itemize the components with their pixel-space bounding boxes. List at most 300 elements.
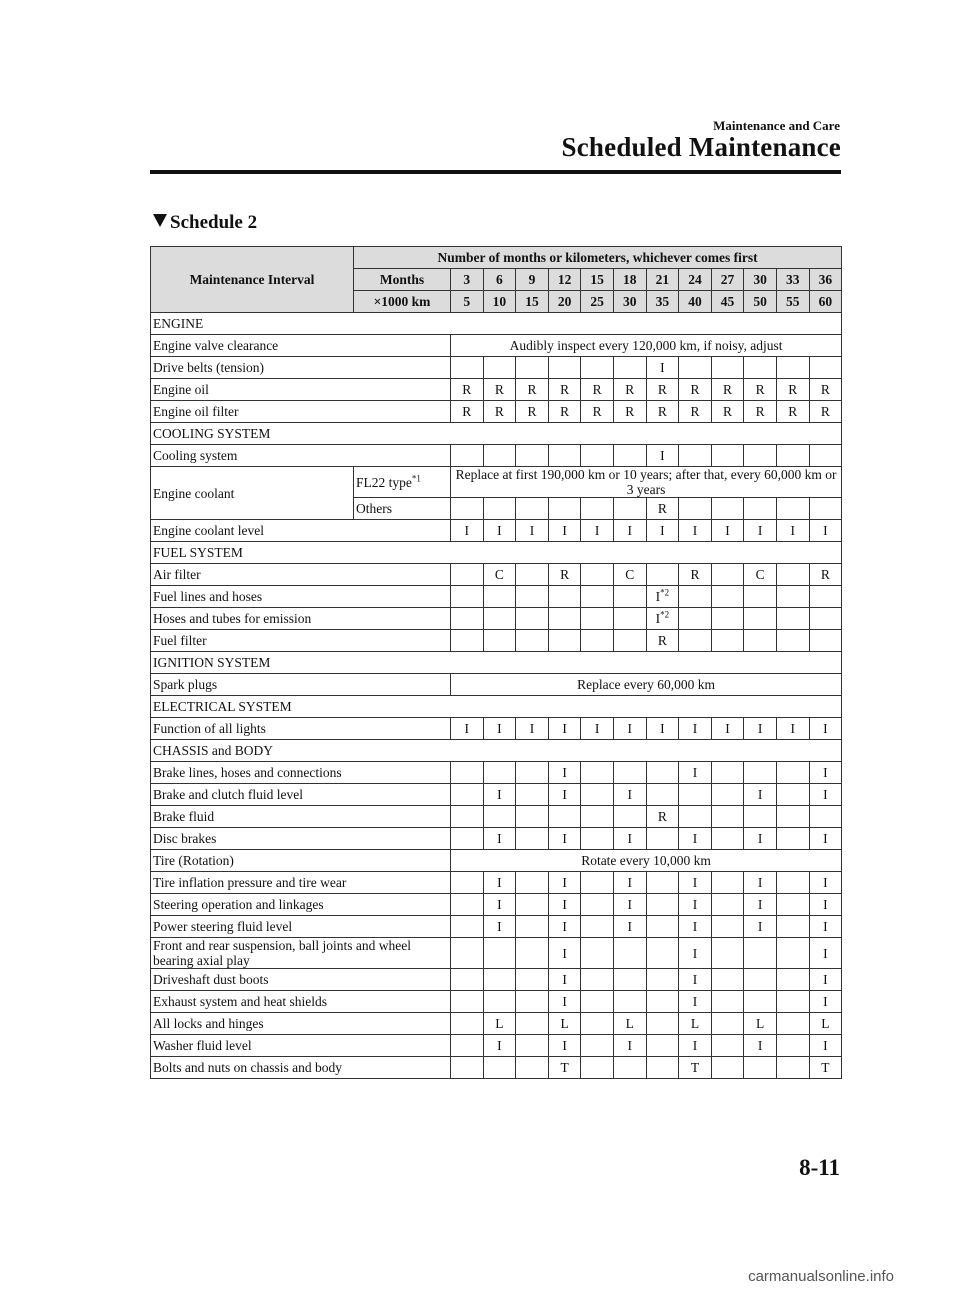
interval-cell bbox=[451, 806, 484, 828]
item-label: Cooling system bbox=[151, 445, 451, 467]
interval-cell bbox=[581, 762, 614, 784]
table-row bbox=[151, 828, 842, 850]
interval-cell bbox=[516, 872, 549, 894]
month-30: 30 bbox=[744, 269, 777, 291]
interval-cell bbox=[776, 586, 809, 608]
interval-note: Rotate every 10,000 km bbox=[451, 850, 842, 872]
interval-cell bbox=[711, 1013, 744, 1035]
category-label: ELECTRICAL SYSTEM bbox=[151, 696, 842, 718]
interval-cell bbox=[646, 762, 679, 784]
interval-cell: I bbox=[548, 969, 581, 991]
interval-cell: R bbox=[711, 401, 744, 423]
interval-cell bbox=[516, 806, 549, 828]
interval-cell bbox=[451, 991, 484, 1013]
mark-value: I bbox=[655, 611, 661, 626]
interval-cell: I bbox=[548, 916, 581, 938]
interval-cell bbox=[776, 916, 809, 938]
interval-cell: I bbox=[809, 916, 842, 938]
interval-cell bbox=[776, 784, 809, 806]
interval-cell bbox=[451, 498, 484, 520]
interval-cell bbox=[711, 357, 744, 379]
interval-cell bbox=[679, 586, 712, 608]
interval-cell bbox=[809, 608, 842, 630]
interval-cell: I bbox=[548, 991, 581, 1013]
interval-cell: I bbox=[483, 1035, 516, 1057]
interval-cell bbox=[679, 445, 712, 467]
category-label: ENGINE bbox=[151, 313, 842, 335]
interval-cell: I bbox=[548, 938, 581, 969]
interval-cell bbox=[516, 762, 549, 784]
interval-cell: R bbox=[451, 401, 484, 423]
interval-cell bbox=[613, 608, 646, 630]
category-row bbox=[151, 740, 842, 762]
interval-cell bbox=[581, 806, 614, 828]
interval-cell bbox=[776, 806, 809, 828]
interval-cell bbox=[548, 806, 581, 828]
interval-cell bbox=[451, 938, 484, 969]
interval-cell: R bbox=[483, 401, 516, 423]
interval-cell bbox=[711, 608, 744, 630]
interval-cell bbox=[581, 938, 614, 969]
interval-cell: R bbox=[451, 379, 484, 401]
interval-cell: R bbox=[679, 401, 712, 423]
interval-cell: R bbox=[581, 379, 614, 401]
interval-cell: I bbox=[809, 520, 842, 542]
whichever-header: Number of months or kilometers, whichever comes first bbox=[354, 247, 842, 269]
table-row bbox=[151, 850, 842, 872]
schedule-heading bbox=[153, 212, 257, 234]
interval-cell: R bbox=[809, 564, 842, 586]
interval-cell bbox=[613, 357, 646, 379]
interval-cell bbox=[613, 938, 646, 969]
interval-cell: I bbox=[483, 520, 516, 542]
interval-cell bbox=[809, 357, 842, 379]
table-row bbox=[151, 1013, 842, 1035]
interval-cell bbox=[483, 586, 516, 608]
interval-cell: R bbox=[548, 401, 581, 423]
interval-cell bbox=[809, 445, 842, 467]
interval-cell bbox=[548, 630, 581, 652]
interval-cell: R bbox=[809, 401, 842, 423]
interval-cell: I bbox=[744, 894, 777, 916]
interval-cell bbox=[744, 608, 777, 630]
interval-cell: I bbox=[744, 872, 777, 894]
interval-cell: I bbox=[483, 894, 516, 916]
table-row bbox=[151, 969, 842, 991]
interval-cell: I bbox=[679, 520, 712, 542]
interval-cell: I bbox=[679, 718, 712, 740]
interval-cell: I bbox=[483, 916, 516, 938]
km-10: 10 bbox=[483, 291, 516, 313]
interval-cell: R bbox=[516, 401, 549, 423]
interval-cell: R bbox=[744, 401, 777, 423]
interval-cell bbox=[516, 784, 549, 806]
interval-cell: R bbox=[711, 379, 744, 401]
item-label: Engine oil bbox=[151, 379, 451, 401]
interval-cell bbox=[744, 762, 777, 784]
interval-cell: T bbox=[679, 1057, 712, 1079]
interval-cell: I bbox=[809, 991, 842, 1013]
item-label: Washer fluid level bbox=[151, 1035, 451, 1057]
interval-cell: R bbox=[646, 806, 679, 828]
interval-cell: I bbox=[744, 784, 777, 806]
interval-cell: I bbox=[679, 894, 712, 916]
interval-cell: I bbox=[516, 718, 549, 740]
interval-note: Replace every 60,000 km bbox=[451, 674, 842, 696]
interval-cell bbox=[646, 894, 679, 916]
interval-cell: I bbox=[613, 828, 646, 850]
interval-cell: T bbox=[809, 1057, 842, 1079]
interval-cell bbox=[679, 357, 712, 379]
interval-cell bbox=[613, 969, 646, 991]
interval-cell bbox=[646, 564, 679, 586]
interval-cell bbox=[679, 630, 712, 652]
interval-cell bbox=[451, 630, 484, 652]
category-row bbox=[151, 423, 842, 445]
interval-cell bbox=[451, 608, 484, 630]
interval-cell: I bbox=[548, 784, 581, 806]
interval-cell: I bbox=[613, 784, 646, 806]
item-label: Steering operation and linkages bbox=[151, 894, 451, 916]
interval-cell bbox=[744, 991, 777, 1013]
interval-cell bbox=[776, 991, 809, 1013]
interval-cell: I bbox=[744, 916, 777, 938]
item-label: Fuel filter bbox=[151, 630, 451, 652]
interval-cell bbox=[711, 564, 744, 586]
table-row bbox=[151, 894, 842, 916]
table-row bbox=[151, 806, 842, 828]
interval-cell bbox=[744, 938, 777, 969]
interval-cell bbox=[451, 586, 484, 608]
item-label: Engine coolant level bbox=[151, 520, 451, 542]
page-title: Scheduled Maintenance bbox=[561, 132, 841, 162]
interval-cell: I bbox=[679, 916, 712, 938]
interval-cell: L bbox=[613, 1013, 646, 1035]
interval-cell bbox=[646, 1035, 679, 1057]
interval-cell bbox=[613, 498, 646, 520]
sub-item-label bbox=[354, 498, 451, 520]
interval-cell: I bbox=[809, 938, 842, 969]
interval-cell: I bbox=[451, 718, 484, 740]
interval-cell: I bbox=[809, 718, 842, 740]
interval-cell: C bbox=[744, 564, 777, 586]
item-label: Engine coolant bbox=[151, 467, 354, 520]
interval-cell: I bbox=[776, 520, 809, 542]
interval-cell: I bbox=[548, 894, 581, 916]
interval-cell bbox=[711, 991, 744, 1013]
interval-cell: I bbox=[744, 828, 777, 850]
interval-cell bbox=[581, 357, 614, 379]
interval-cell bbox=[581, 872, 614, 894]
interval-cell: I bbox=[483, 828, 516, 850]
interval-cell: I bbox=[646, 357, 679, 379]
interval-cell bbox=[776, 357, 809, 379]
interval-cell: I bbox=[548, 762, 581, 784]
interval-cell bbox=[451, 762, 484, 784]
interval-cell bbox=[516, 916, 549, 938]
interval-cell: I bbox=[613, 1035, 646, 1057]
interval-cell: I bbox=[679, 828, 712, 850]
interval-cell bbox=[613, 991, 646, 1013]
interval-cell bbox=[646, 938, 679, 969]
interval-cell bbox=[776, 828, 809, 850]
interval-cell bbox=[776, 938, 809, 969]
interval-cell bbox=[646, 1013, 679, 1035]
interval-cell bbox=[451, 894, 484, 916]
interval-cell bbox=[516, 608, 549, 630]
interval-cell bbox=[483, 1057, 516, 1079]
interval-cell: I bbox=[744, 718, 777, 740]
table-row bbox=[151, 784, 842, 806]
interval-cell bbox=[516, 586, 549, 608]
interval-cell bbox=[776, 608, 809, 630]
interval-cell: I bbox=[711, 520, 744, 542]
interval-cell: I bbox=[679, 1035, 712, 1057]
interval-cell: I bbox=[809, 872, 842, 894]
km-5: 5 bbox=[451, 291, 484, 313]
category-row bbox=[151, 313, 842, 335]
interval-cell: I bbox=[483, 872, 516, 894]
interval-cell bbox=[613, 630, 646, 652]
table-row bbox=[151, 872, 842, 894]
interval-cell: I bbox=[744, 1035, 777, 1057]
interval-cell bbox=[744, 498, 777, 520]
table-row bbox=[151, 762, 842, 784]
item-label: Air filter bbox=[151, 564, 451, 586]
km-50: 50 bbox=[744, 291, 777, 313]
item-label: Disc brakes bbox=[151, 828, 451, 850]
interval-cell bbox=[516, 991, 549, 1013]
interval-cell: R bbox=[548, 379, 581, 401]
interval-cell: L bbox=[679, 1013, 712, 1035]
interval-cell bbox=[581, 498, 614, 520]
interval-cell bbox=[548, 498, 581, 520]
interval-cell: I bbox=[613, 520, 646, 542]
interval-cell: I bbox=[483, 784, 516, 806]
month-24: 24 bbox=[679, 269, 712, 291]
table-row bbox=[151, 520, 842, 542]
interval-cell bbox=[516, 498, 549, 520]
interval-cell: I bbox=[483, 718, 516, 740]
interval-cell bbox=[711, 586, 744, 608]
month-3: 3 bbox=[451, 269, 484, 291]
interval-cell bbox=[483, 938, 516, 969]
interval-cell: R bbox=[613, 401, 646, 423]
interval-cell: I bbox=[516, 520, 549, 542]
interval-cell bbox=[711, 1057, 744, 1079]
interval-cell: I bbox=[613, 916, 646, 938]
interval-cell bbox=[809, 586, 842, 608]
interval-cell bbox=[776, 969, 809, 991]
interval-cell bbox=[646, 916, 679, 938]
item-label: Tire (Rotation) bbox=[151, 850, 451, 872]
interval-cell bbox=[776, 1013, 809, 1035]
table-row bbox=[151, 608, 842, 630]
interval-cell bbox=[451, 784, 484, 806]
table-row bbox=[151, 1057, 842, 1079]
interval-cell bbox=[451, 445, 484, 467]
item-label: Function of all lights bbox=[151, 718, 451, 740]
interval-cell: I bbox=[679, 969, 712, 991]
interval-cell bbox=[581, 784, 614, 806]
interval-cell bbox=[548, 586, 581, 608]
interval-cell bbox=[776, 445, 809, 467]
interval-cell bbox=[646, 784, 679, 806]
interval-cell bbox=[744, 586, 777, 608]
table-row bbox=[151, 357, 842, 379]
interval-cell bbox=[581, 630, 614, 652]
table-row bbox=[151, 630, 842, 652]
item-label: Power steering fluid level bbox=[151, 916, 451, 938]
item-label: Exhaust system and heat shields bbox=[151, 991, 451, 1013]
interval-cell: I bbox=[679, 938, 712, 969]
interval-cell: I bbox=[646, 445, 679, 467]
item-label: Brake lines, hoses and connections bbox=[151, 762, 451, 784]
interval-cell: R bbox=[744, 379, 777, 401]
interval-cell bbox=[744, 969, 777, 991]
interval-cell bbox=[711, 938, 744, 969]
interval-cell bbox=[581, 608, 614, 630]
interval-cell bbox=[451, 828, 484, 850]
interval-cell: I bbox=[548, 718, 581, 740]
interval-cell bbox=[679, 608, 712, 630]
interval-cell bbox=[776, 1035, 809, 1057]
interval-cell bbox=[809, 630, 842, 652]
interval-cell bbox=[516, 564, 549, 586]
month-36: 36 bbox=[809, 269, 842, 291]
interval-cell bbox=[581, 1057, 614, 1079]
interval-cell: I bbox=[679, 991, 712, 1013]
watermark: carmanualsonline.info bbox=[748, 1268, 894, 1285]
interval-cell bbox=[581, 445, 614, 467]
interval-cell: I bbox=[711, 718, 744, 740]
footnote-ref: *2 bbox=[660, 609, 670, 620]
table-row bbox=[151, 335, 842, 357]
interval-cell bbox=[711, 894, 744, 916]
table-row bbox=[151, 467, 842, 498]
category-row bbox=[151, 542, 842, 564]
km-20: 20 bbox=[548, 291, 581, 313]
table-row bbox=[151, 916, 842, 938]
interval-cell: R bbox=[646, 498, 679, 520]
table-row bbox=[151, 991, 842, 1013]
interval-cell bbox=[581, 916, 614, 938]
interval-cell: R bbox=[646, 401, 679, 423]
interval-cell bbox=[516, 938, 549, 969]
interval-cell bbox=[646, 969, 679, 991]
interval-cell: C bbox=[483, 564, 516, 586]
table-row bbox=[151, 445, 842, 467]
km-label: ×1000 km bbox=[354, 291, 451, 313]
section-heading: Maintenance and Care bbox=[713, 118, 840, 133]
interval-cell: L bbox=[744, 1013, 777, 1035]
item-label: Engine oil filter bbox=[151, 401, 451, 423]
interval-cell: I bbox=[451, 520, 484, 542]
interval-cell bbox=[516, 445, 549, 467]
interval-cell bbox=[581, 969, 614, 991]
interval-cell bbox=[451, 564, 484, 586]
interval-cell: I bbox=[809, 828, 842, 850]
month-21: 21 bbox=[646, 269, 679, 291]
month-33: 33 bbox=[776, 269, 809, 291]
interval-cell bbox=[744, 445, 777, 467]
interval-cell bbox=[679, 784, 712, 806]
table-row bbox=[151, 401, 842, 423]
interval-cell bbox=[744, 806, 777, 828]
interval-cell: R bbox=[679, 379, 712, 401]
interval-header: Maintenance Interval bbox=[151, 247, 354, 313]
interval-cell bbox=[581, 564, 614, 586]
item-label: Spark plugs bbox=[151, 674, 451, 696]
interval-cell bbox=[483, 969, 516, 991]
interval-cell: I bbox=[744, 520, 777, 542]
schedule-heading-text: Schedule 2 bbox=[170, 212, 258, 233]
interval-cell bbox=[776, 1057, 809, 1079]
interval-cell: I bbox=[613, 894, 646, 916]
month-15: 15 bbox=[581, 269, 614, 291]
interval-cell bbox=[516, 630, 549, 652]
interval-cell: R bbox=[548, 564, 581, 586]
interval-cell bbox=[613, 806, 646, 828]
item-label: Hoses and tubes for emission bbox=[151, 608, 451, 630]
interval-cell bbox=[679, 806, 712, 828]
km-45: 45 bbox=[711, 291, 744, 313]
interval-cell: I bbox=[679, 762, 712, 784]
interval-cell bbox=[776, 498, 809, 520]
interval-cell: I bbox=[776, 718, 809, 740]
month-12: 12 bbox=[548, 269, 581, 291]
interval-cell bbox=[711, 630, 744, 652]
interval-cell bbox=[581, 991, 614, 1013]
interval-cell bbox=[711, 1035, 744, 1057]
km-55: 55 bbox=[776, 291, 809, 313]
month-6: 6 bbox=[483, 269, 516, 291]
item-label: All locks and hinges bbox=[151, 1013, 451, 1035]
category-label: COOLING SYSTEM bbox=[151, 423, 842, 445]
item-label: Tire inflation pressure and tire wear bbox=[151, 872, 451, 894]
footnote-ref: *2 bbox=[660, 587, 670, 598]
interval-cell: R bbox=[776, 379, 809, 401]
interval-cell bbox=[711, 872, 744, 894]
interval-cell bbox=[613, 445, 646, 467]
interval-cell: R bbox=[776, 401, 809, 423]
interval-cell bbox=[451, 1057, 484, 1079]
interval-cell: I bbox=[809, 784, 842, 806]
interval-cell bbox=[516, 1035, 549, 1057]
interval-cell bbox=[711, 916, 744, 938]
category-row bbox=[151, 652, 842, 674]
interval-cell bbox=[776, 630, 809, 652]
interval-cell: I bbox=[581, 520, 614, 542]
interval-cell: I bbox=[613, 872, 646, 894]
km-40: 40 bbox=[679, 291, 712, 313]
interval-cell bbox=[516, 894, 549, 916]
interval-cell bbox=[776, 894, 809, 916]
interval-cell bbox=[516, 969, 549, 991]
item-label: Drive belts (tension) bbox=[151, 357, 451, 379]
interval-cell bbox=[516, 1057, 549, 1079]
interval-note: Replace at first 190,000 km or 10 years; after that, every 60,000 km or 3 years bbox=[451, 467, 842, 498]
interval-cell: L bbox=[483, 1013, 516, 1035]
interval-cell bbox=[809, 806, 842, 828]
interval-cell: R bbox=[646, 379, 679, 401]
item-label: Fuel lines and hoses bbox=[151, 586, 451, 608]
interval-cell bbox=[451, 357, 484, 379]
maintenance-table bbox=[150, 246, 842, 1079]
interval-cell bbox=[646, 1057, 679, 1079]
interval-cell bbox=[516, 357, 549, 379]
category-label: CHASSIS and BODY bbox=[151, 740, 842, 762]
